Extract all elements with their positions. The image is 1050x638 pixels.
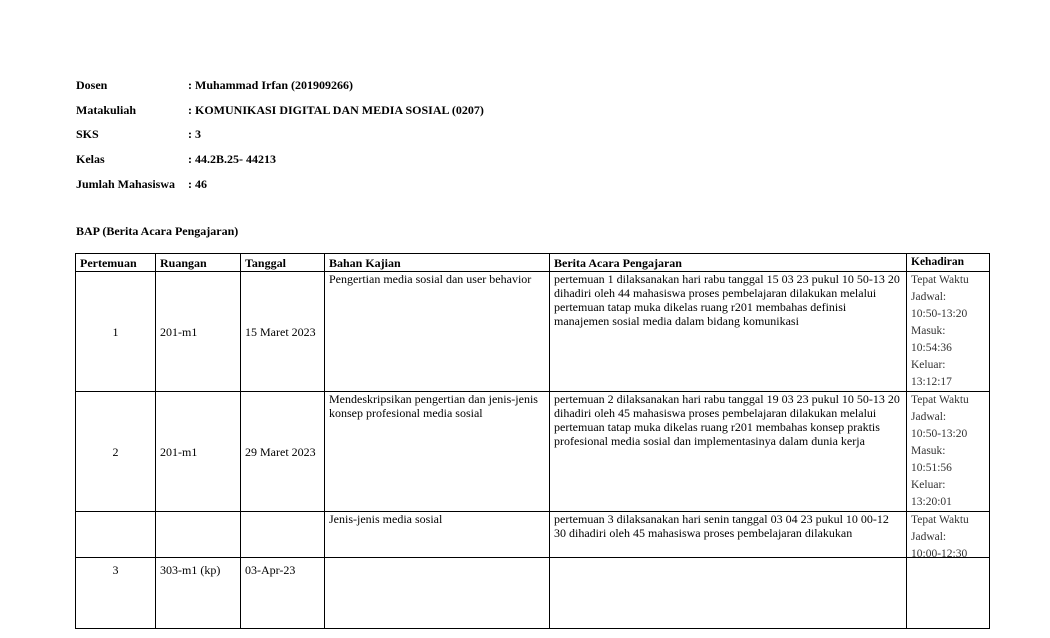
column-header-bahan-kajian: Bahan Kajian xyxy=(325,254,550,272)
cell-ruangan: 201-m1 xyxy=(156,392,241,512)
cell-pertemuan: 3 xyxy=(76,512,156,629)
kehadiran-jadwal-value: 10:50-13:20 xyxy=(911,428,968,440)
info-value: : 44.2B.25- 44213 xyxy=(188,152,276,167)
table-row xyxy=(76,272,990,392)
table-header-row xyxy=(76,254,990,272)
cell-bahan-kajian: Mendeskripsikan pengertian dan jenis-jenis konsep profesional media sosial xyxy=(325,392,550,512)
cell-ruangan: 201-m1 xyxy=(156,272,241,392)
column-header-pertemuan: Pertemuan xyxy=(76,254,156,272)
kehadiran-jadwal-label: Jadwal: xyxy=(911,411,947,423)
cell-berita-acara: pertemuan 2 dilaksanakan hari rabu tanggal 19 03 23 pukul 10 50-13 20 dihadiri oleh 45 mahasiswa proses pembelajaran dilakukan melalui pertemuan tatap muka dikelas ruang r201 membahas konsep praktis profesional media sosial dan implementasinya dalam dunia kerja xyxy=(550,392,907,512)
info-value: : Muhammad Irfan (201909266) xyxy=(188,77,353,92)
kehadiran-status: Tepat Waktu xyxy=(911,394,969,406)
kehadiran-masuk-label: Masuk: xyxy=(911,325,946,337)
info-label: Dosen xyxy=(76,77,108,92)
cell-berita-acara: pertemuan 3 dilaksanakan hari senin tanggal 03 04 23 pukul 10 00-12 30 dihadiri oleh 45 mahasiswa proses pembelajaran dilakukan xyxy=(550,512,907,629)
kehadiran-keluar-label: Keluar: xyxy=(911,359,946,371)
cell-berita-acara: pertemuan 1 dilaksanakan hari rabu tanggal 15 03 23 pukul 10 50-13 20 dihadiri oleh 44 mahasiswa proses pembelajaran dilakukan melalui pertemuan tatap muka dikelas ruang r201 membahas definisi manajemen sosial media dalam bidang komunikasi xyxy=(550,272,907,392)
cell-kehadiran xyxy=(907,272,990,392)
cell-ruangan: 303-m1 (kp) xyxy=(156,512,241,629)
info-label: Jumlah Mahasiswa xyxy=(76,177,176,192)
cell-kehadiran xyxy=(907,512,990,629)
info-value: : KOMUNIKASI DIGITAL DAN MEDIA SOSIAL (0207) xyxy=(188,102,484,117)
cell-tanggal: 03-Apr-23 xyxy=(241,512,325,629)
table-row xyxy=(76,392,990,512)
column-header-kehadiran: Kehadiran xyxy=(907,254,990,272)
bap-table-container xyxy=(75,253,989,577)
kehadiran-masuk-label: Masuk: xyxy=(911,445,946,457)
kehadiran-keluar-value: 13:12:17 xyxy=(911,376,952,388)
info-label: Kelas xyxy=(76,152,105,167)
bap-heading: BAP (Berita Acara Pengajaran) xyxy=(76,224,239,238)
info-value: : 46 xyxy=(188,177,207,192)
info-row-dosen xyxy=(76,73,484,98)
kehadiran-jadwal-value: 10:00-12:30 xyxy=(911,548,968,560)
cell-bahan-kajian: Pengertian media sosial dan user behavior xyxy=(325,272,550,392)
kehadiran-keluar-label: Keluar: xyxy=(911,479,946,491)
info-label: Matakuliah xyxy=(76,102,137,117)
info-value: : 3 xyxy=(188,127,201,142)
column-header-tanggal: Tanggal xyxy=(241,254,325,272)
cell-bahan-kajian: Jenis-jenis media sosial xyxy=(325,512,550,629)
cell-tanggal: 29 Maret 2023 xyxy=(241,392,325,512)
cell-pertemuan: 2 xyxy=(76,392,156,512)
info-row-kelas xyxy=(76,147,484,172)
kehadiran-jadwal-label: Jadwal: xyxy=(911,291,947,303)
kehadiran-masuk-value: 10:51:56 xyxy=(911,462,952,474)
bap-table xyxy=(75,253,990,629)
info-row-matakuliah xyxy=(76,98,484,123)
table-row xyxy=(76,512,990,629)
kehadiran-keluar-value: 13:20:01 xyxy=(911,496,952,508)
cell-tanggal: 15 Maret 2023 xyxy=(241,272,325,392)
info-row-sks xyxy=(76,123,484,148)
kehadiran-masuk-value: 10:54:36 xyxy=(911,342,952,354)
kehadiran-status: Tepat Waktu xyxy=(911,274,969,286)
info-label: SKS xyxy=(76,127,99,142)
course-info xyxy=(76,73,484,197)
kehadiran-jadwal-value: 10:50-13:20 xyxy=(911,308,968,320)
kehadiran-status: Tepat Waktu xyxy=(911,514,969,526)
cell-kehadiran xyxy=(907,392,990,512)
info-row-jumlah-mahasiswa xyxy=(76,172,484,197)
cell-pertemuan: 1 xyxy=(76,272,156,392)
column-header-ruangan: Ruangan xyxy=(156,254,241,272)
kehadiran-jadwal-label: Jadwal: xyxy=(911,531,947,543)
column-header-berita-acara: Berita Acara Pengajaran xyxy=(550,254,907,272)
